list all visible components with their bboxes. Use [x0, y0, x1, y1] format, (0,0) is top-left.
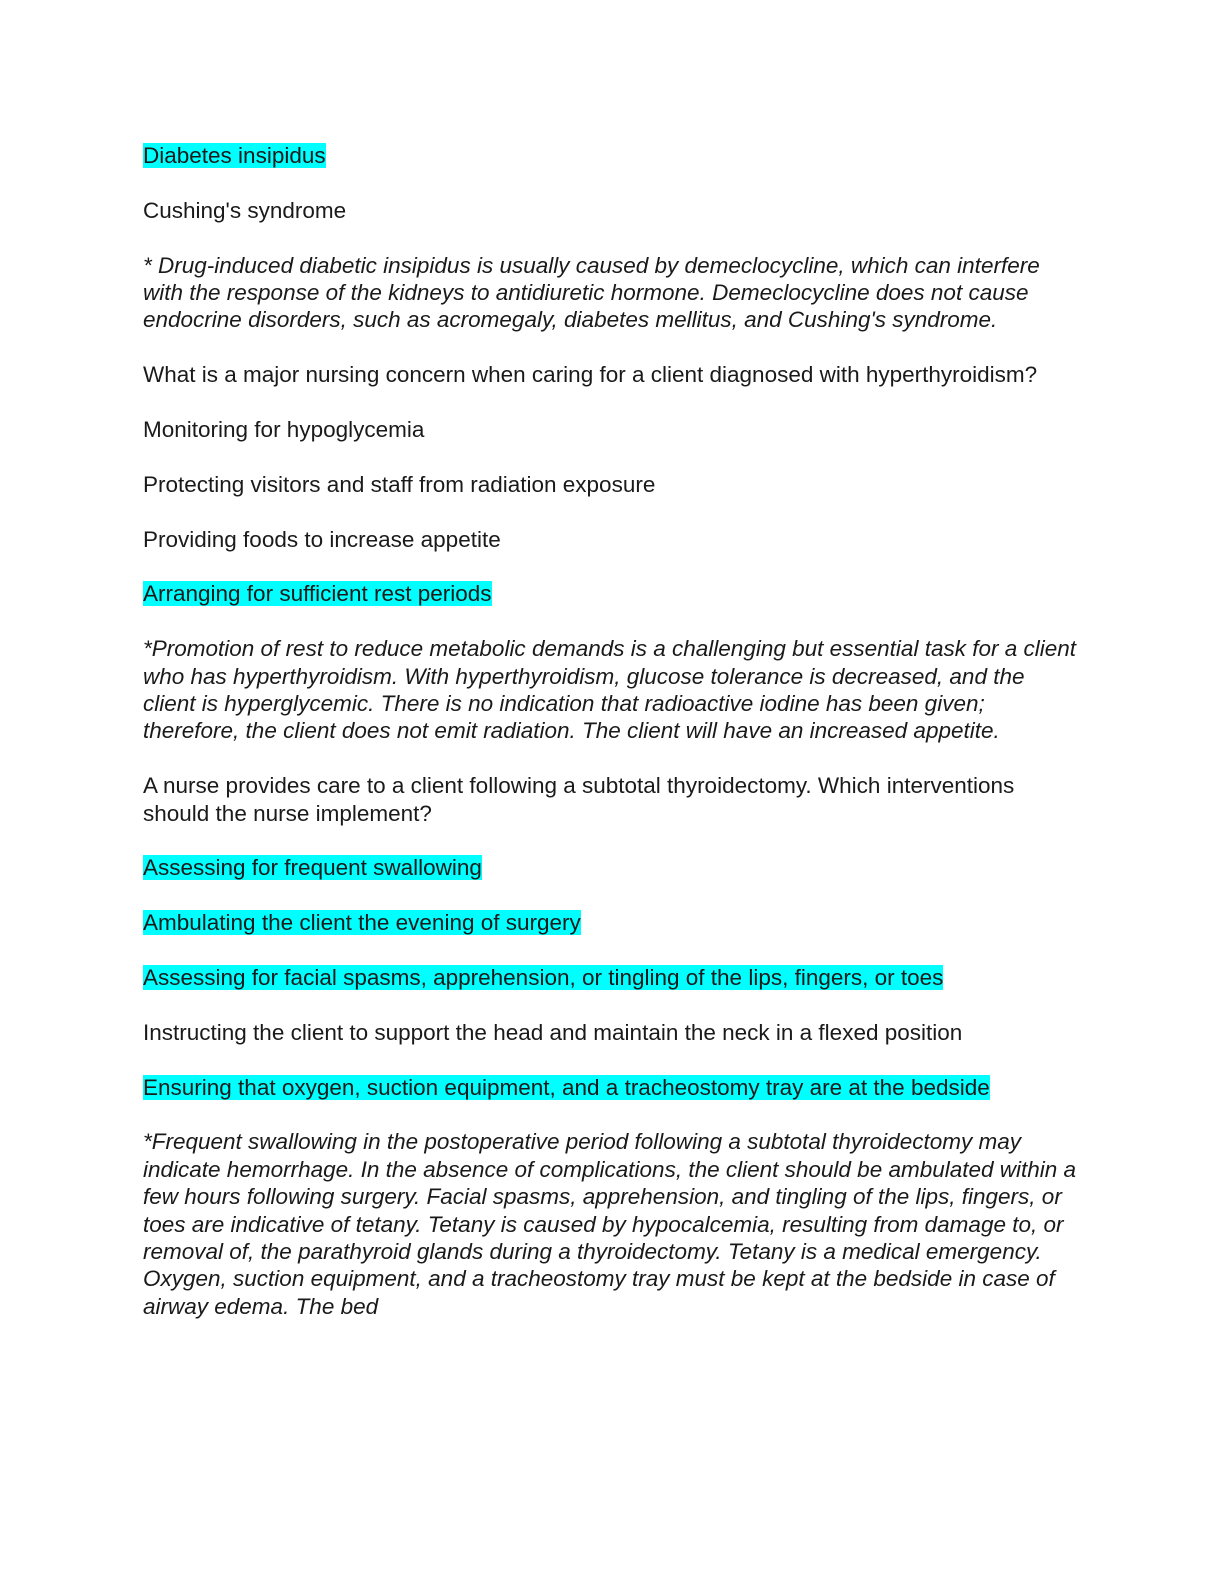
- rationale-paragraph: *Promotion of rest to reduce metabolic demands is a challenging but essential task for a client who has hyperthyroidism. With hyperthyroidism, glucose tolerance is decreased, and the client is hyperglycemic. There is no indication that radioactive iodine has been given; therefore, the client does not emit radiation. The client will have an increased appetite.: [143, 636, 1077, 744]
- document-page: [143, 142, 1083, 1348]
- highlighted-text: Ambulating the client the evening of surgery: [143, 910, 581, 936]
- answer-option: Protecting visitors and staff from radiation exposure: [143, 471, 656, 497]
- question-text: What is a major nursing concern when caring for a client diagnosed with hyperthyroidism?: [143, 362, 1038, 388]
- answer-option-correct: [143, 142, 1083, 169]
- highlighted-text: Assessing for facial spasms, apprehension, or tingling of the lips, fingers, or toes: [143, 965, 944, 990]
- answer-option-correct: [143, 909, 1083, 936]
- answer-option-correct: [143, 964, 1083, 991]
- question-text: A nurse provides care to a client following a subtotal thyroidectomy. Which interventions should the nurse implement?: [143, 773, 1015, 826]
- highlighted-text: Ensuring that oxygen, suction equipment, and a tracheostomy tray are at the bedside: [143, 1074, 990, 1100]
- answer-option: Monitoring for hypoglycemia: [143, 417, 425, 442]
- highlighted-text: Diabetes insipidus: [143, 143, 326, 168]
- answer-option-correct: [143, 580, 1083, 607]
- answer-option-correct: [143, 1074, 1083, 1101]
- answer-option: Instructing the client to support the head and maintain the neck in a flexed position: [143, 1019, 963, 1045]
- answer-option: Cushing's syndrome: [143, 197, 347, 223]
- highlighted-text: Arranging for sufficient rest periods: [143, 581, 492, 607]
- rationale-paragraph: * Drug-induced diabetic insipidus is usually caused by demeclocycline, which can interfere with the response of the kidneys to antidiuretic hormone. Demeclocycline does not cause endocrine disorders, such as acromegaly, diabetes mellitus, and Cushing's syndrome.: [143, 252, 1040, 333]
- answer-option-correct: [143, 854, 1083, 881]
- highlighted-text: Assessing for frequent swallowing: [143, 855, 482, 881]
- rationale-paragraph: *Frequent swallowing in the postoperative period following a subtotal thyroidectomy may indicate hemorrhage. In the absence of complications, the client should be ambulated within a few hours following surgery. Facial spasms, apprehension, and tingling of the lips, fingers, or toes are indicative of tetany. Tetany is caused by hypocalcemia, resulting from damage to, or removal of, the parathyroid glands during a thyroidectomy. Tetany is a medical emergency. Oxygen, suction equipment, and a tracheostomy tray must be kept at the bedside in case of airway edema. The bed: [143, 1129, 1077, 1319]
- answer-option: Providing foods to increase appetite: [143, 526, 501, 552]
